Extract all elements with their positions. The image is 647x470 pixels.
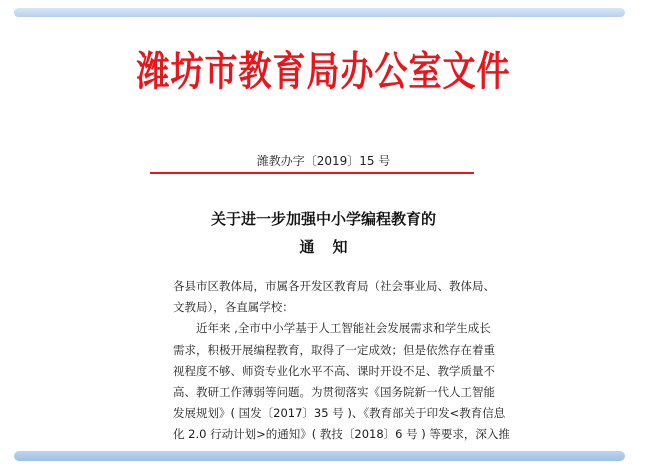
- paragraph-line: 近年来 ,全市中小学基于人工智能社会发展需求和学生成长: [196, 321, 491, 336]
- paragraph-line: 化 2.0 行动计划>的通知》( 教技〔2018〕6 号 ) 等要求，深入推: [173, 427, 510, 442]
- notice-title: 关于进一步加强中小学编程教育的: [210, 210, 436, 228]
- document-header-title: 潍坊市教育局办公室文件: [136, 47, 511, 95]
- paragraph-line: 发展规划》( 国发〔2017〕35 号 )、《教育部关于印发<教育信息: [173, 406, 506, 421]
- addressee-line: 各县市区教体局，市属各开发区教育局（社会事业局、教体局、: [173, 279, 495, 293]
- addressee-line: 文教局），各直属学校：: [173, 300, 294, 315]
- paragraph-line: 需求，积极开展编程教育，取得了一定成效；但是依然存在着重: [173, 342, 495, 357]
- document-body: [173, 276, 510, 446]
- red-divider-line: [150, 172, 474, 174]
- bottom-frame-bar: [14, 451, 625, 461]
- paragraph-line: 高、教研工作薄弱等问题。为贯彻落实《国务院新一代人工智能: [173, 385, 495, 400]
- notice-subtitle: 通知: [299, 238, 366, 256]
- document-number: 潍教办字〔2019〕15 号: [256, 154, 391, 168]
- top-frame-bar: [14, 8, 625, 17]
- paragraph-line: 视程度不够、师资专业化水平不高、课时开设不足、教学质量不: [173, 363, 495, 378]
